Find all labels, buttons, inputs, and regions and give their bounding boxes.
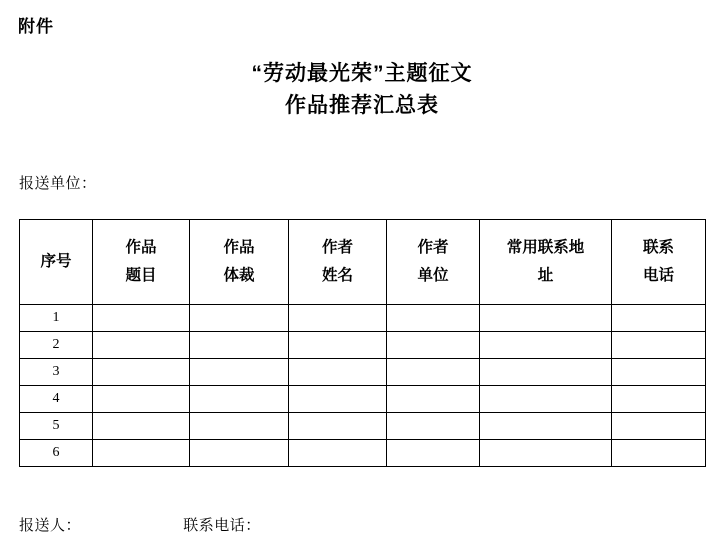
- row-index-cell: 4: [20, 386, 93, 413]
- header-text-line2: 址: [537, 267, 554, 284]
- cell-author-unit[interactable]: [387, 359, 480, 386]
- table-row: [20, 359, 706, 386]
- cell-work-title[interactable]: [93, 413, 190, 440]
- header-text-line2: 题目: [125, 267, 157, 284]
- row-index-cell: 2: [20, 332, 93, 359]
- table-row: [20, 440, 706, 467]
- cell-author-unit[interactable]: [387, 305, 480, 332]
- header-text-line2: 体裁: [223, 267, 255, 284]
- reporter-label: 报送人：: [19, 518, 82, 534]
- cell-contact-address[interactable]: [480, 305, 612, 332]
- cell-contact-address[interactable]: [480, 359, 612, 386]
- recommendation-summary-table: [19, 219, 706, 467]
- cell-contact-phone[interactable]: [612, 440, 706, 467]
- cell-author-unit[interactable]: [387, 413, 480, 440]
- cell-author-name[interactable]: [289, 440, 387, 467]
- attachment-label: 附件: [18, 17, 54, 36]
- title-line-1: “劳动最光荣”主题征文: [251, 62, 473, 85]
- cell-contact-phone[interactable]: [612, 305, 706, 332]
- cell-work-title[interactable]: [93, 305, 190, 332]
- cell-author-name[interactable]: [289, 332, 387, 359]
- cell-work-title[interactable]: [93, 332, 190, 359]
- footer-fields: [19, 514, 705, 535]
- cell-contact-phone[interactable]: [612, 386, 706, 413]
- cell-work-genre[interactable]: [190, 359, 289, 386]
- submitting-unit-label: 报送单位：: [19, 176, 97, 192]
- column-header-author-name: [289, 220, 387, 305]
- cell-contact-address[interactable]: [480, 332, 612, 359]
- cell-contact-phone[interactable]: [612, 359, 706, 386]
- header-text-line1: 常用联系地: [506, 239, 585, 256]
- column-header-work-genre: [190, 220, 289, 305]
- cell-author-unit[interactable]: [387, 386, 480, 413]
- cell-contact-phone[interactable]: [612, 413, 706, 440]
- table-row: [20, 413, 706, 440]
- phone-label: 联系电话：: [183, 518, 261, 534]
- title-line-2: 作品推荐汇总表: [285, 94, 439, 117]
- column-header-author-unit: [387, 220, 480, 305]
- cell-contact-address[interactable]: [480, 386, 612, 413]
- cell-work-genre[interactable]: [190, 305, 289, 332]
- column-header-index: [20, 220, 93, 305]
- cell-contact-address[interactable]: [480, 413, 612, 440]
- column-header-work-title: [93, 220, 190, 305]
- cell-work-genre[interactable]: [190, 440, 289, 467]
- row-index-cell: 1: [20, 305, 93, 332]
- cell-work-genre[interactable]: [190, 386, 289, 413]
- cell-author-name[interactable]: [289, 359, 387, 386]
- header-text-line1: 序号: [40, 253, 72, 270]
- table-row: [20, 332, 706, 359]
- cell-author-name[interactable]: [289, 305, 387, 332]
- row-index-cell: 5: [20, 413, 93, 440]
- header-text-line1: 作者: [321, 239, 353, 256]
- cell-work-title[interactable]: [93, 440, 190, 467]
- header-text-line1: 联系: [642, 239, 674, 256]
- document-title: [0, 58, 724, 122]
- cell-contact-phone[interactable]: [612, 332, 706, 359]
- row-index-cell: 6: [20, 440, 93, 467]
- header-text-line2: 单位: [417, 267, 449, 284]
- cell-work-title[interactable]: [93, 386, 190, 413]
- cell-work-genre[interactable]: [190, 413, 289, 440]
- cell-contact-address[interactable]: [480, 440, 612, 467]
- cell-work-genre[interactable]: [190, 332, 289, 359]
- column-header-contact-phone: [612, 220, 706, 305]
- cell-work-title[interactable]: [93, 359, 190, 386]
- table-row: [20, 386, 706, 413]
- table-header-row: [20, 220, 706, 305]
- header-text-line1: 作者: [417, 239, 449, 256]
- header-text-line1: 作品: [223, 239, 255, 256]
- header-text-line2: 电话: [642, 267, 674, 284]
- header-text-line1: 作品: [125, 239, 157, 256]
- cell-author-unit[interactable]: [387, 332, 480, 359]
- cell-author-unit[interactable]: [387, 440, 480, 467]
- cell-author-name[interactable]: [289, 386, 387, 413]
- cell-author-name[interactable]: [289, 413, 387, 440]
- column-header-contact-address: [480, 220, 612, 305]
- row-index-cell: 3: [20, 359, 93, 386]
- header-text-line2: 姓名: [321, 267, 353, 284]
- table-body: [20, 305, 706, 467]
- table-row: [20, 305, 706, 332]
